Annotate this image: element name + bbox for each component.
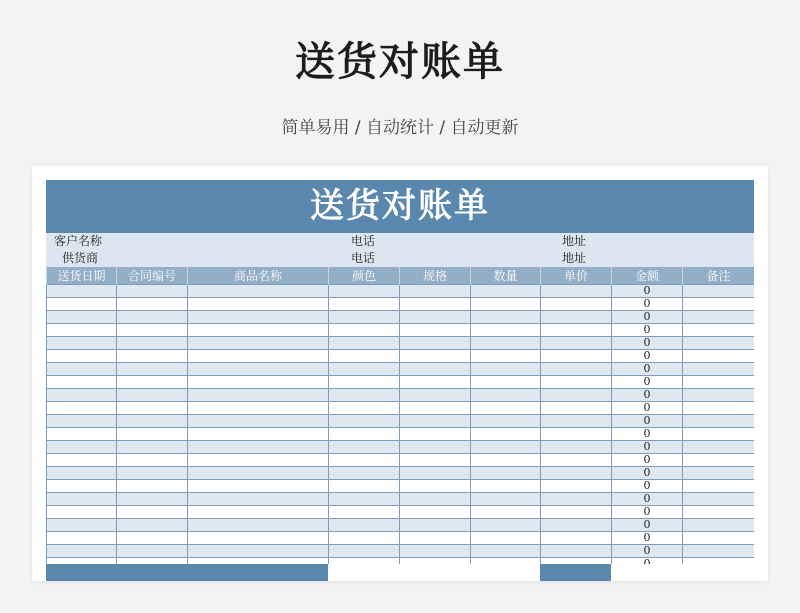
table-cell[interactable] (329, 389, 400, 402)
table-cell[interactable] (117, 545, 188, 558)
column-header[interactable]: 商品名称 (188, 267, 329, 285)
table-cell[interactable] (541, 402, 612, 415)
footer-summary-cell[interactable] (46, 564, 328, 581)
table-cell[interactable] (329, 298, 400, 311)
table-cell[interactable] (683, 298, 755, 311)
amount-cell[interactable]: 0 (612, 454, 683, 467)
table-cell[interactable] (188, 363, 329, 376)
table-row (47, 298, 755, 311)
table-cell[interactable] (683, 389, 755, 402)
table-row (47, 545, 755, 558)
table-cell[interactable] (47, 402, 117, 415)
table-cell[interactable] (329, 337, 400, 350)
table-cell[interactable] (188, 519, 329, 532)
column-header[interactable]: 送货日期 (47, 267, 117, 285)
table-cell[interactable] (541, 493, 612, 506)
table-cell[interactable] (683, 337, 755, 350)
footer-row (46, 564, 754, 581)
address-label-1: 地址 (562, 234, 587, 248)
table-row (47, 467, 755, 480)
table-cell[interactable] (541, 337, 612, 350)
table-cell[interactable] (471, 298, 541, 311)
table-cell[interactable] (47, 493, 117, 506)
table-cell[interactable] (541, 545, 612, 558)
table-row (47, 350, 755, 363)
table-cell[interactable] (329, 454, 400, 467)
table-row (47, 415, 755, 428)
table-row (47, 376, 755, 389)
amount-cell[interactable]: 0 (612, 415, 683, 428)
table-cell[interactable] (541, 480, 612, 493)
table-cell[interactable] (541, 285, 612, 298)
table-cell[interactable] (400, 441, 471, 454)
table-row (47, 363, 755, 376)
table-cell[interactable] (117, 493, 188, 506)
table-cell[interactable] (47, 389, 117, 402)
table-cell[interactable] (541, 532, 612, 545)
footer-total-cell[interactable] (540, 564, 611, 581)
table-cell[interactable] (541, 441, 612, 454)
table-cell[interactable] (47, 337, 117, 350)
amount-cell[interactable]: 0 (612, 285, 683, 298)
table-cell[interactable] (329, 532, 400, 545)
table-cell[interactable] (400, 376, 471, 389)
table-cell[interactable] (471, 337, 541, 350)
table-cell[interactable] (117, 428, 188, 441)
amount-cell[interactable]: 0 (612, 402, 683, 415)
table-cell[interactable] (683, 350, 755, 363)
column-header[interactable]: 颜色 (329, 267, 400, 285)
table-cell[interactable] (471, 506, 541, 519)
table-cell[interactable] (400, 324, 471, 337)
amount-cell[interactable]: 0 (612, 506, 683, 519)
table-cell[interactable] (471, 415, 541, 428)
table-cell[interactable] (400, 519, 471, 532)
table-cell[interactable] (683, 415, 755, 428)
delivery-table (46, 267, 754, 571)
table-cell[interactable] (683, 454, 755, 467)
table-cell[interactable] (400, 389, 471, 402)
page-subtitle: 简单易用 / 自动统计 / 自动更新 (281, 118, 519, 138)
table-cell[interactable] (47, 350, 117, 363)
table-cell[interactable] (47, 376, 117, 389)
customer-name-label: 客户名称 (54, 234, 103, 248)
amount-cell[interactable]: 0 (612, 324, 683, 337)
table-cell[interactable] (541, 311, 612, 324)
amount-cell[interactable]: 0 (612, 532, 683, 545)
table-cell[interactable] (541, 324, 612, 337)
table-cell[interactable] (117, 363, 188, 376)
table-cell[interactable] (188, 441, 329, 454)
spreadsheet (46, 180, 754, 581)
table-cell[interactable] (400, 467, 471, 480)
table-cell[interactable] (117, 376, 188, 389)
table-cell[interactable] (471, 363, 541, 376)
table-row (47, 311, 755, 324)
table-cell[interactable] (400, 454, 471, 467)
table-cell[interactable] (541, 389, 612, 402)
table-cell[interactable] (329, 428, 400, 441)
table-cell[interactable] (329, 519, 400, 532)
amount-cell[interactable]: 0 (612, 376, 683, 389)
table-cell[interactable] (683, 376, 755, 389)
table-cell[interactable] (329, 402, 400, 415)
table-row (47, 506, 755, 519)
table-cell[interactable] (188, 545, 329, 558)
table-cell[interactable] (47, 415, 117, 428)
table-cell[interactable] (117, 519, 188, 532)
table-cell[interactable] (188, 532, 329, 545)
table-cell[interactable] (329, 363, 400, 376)
table-cell[interactable] (47, 428, 117, 441)
table-cell[interactable] (47, 298, 117, 311)
table-cell[interactable] (117, 454, 188, 467)
table-cell[interactable] (541, 415, 612, 428)
table-cell[interactable] (400, 402, 471, 415)
table-cell[interactable] (683, 480, 755, 493)
table-cell[interactable] (683, 532, 755, 545)
table-cell[interactable] (329, 285, 400, 298)
table-cell[interactable] (329, 311, 400, 324)
table-cell[interactable] (471, 324, 541, 337)
table-cell[interactable] (47, 324, 117, 337)
table-cell[interactable] (329, 506, 400, 519)
column-header[interactable]: 金额 (612, 267, 683, 285)
table-cell[interactable] (47, 506, 117, 519)
table-cell[interactable] (47, 532, 117, 545)
amount-cell[interactable]: 0 (612, 337, 683, 350)
table-cell[interactable] (188, 324, 329, 337)
table-cell[interactable] (683, 402, 755, 415)
table-cell[interactable] (188, 337, 329, 350)
table-cell[interactable] (471, 480, 541, 493)
table-cell[interactable] (471, 389, 541, 402)
page-title: 送货对账单 (295, 39, 505, 85)
table-cell[interactable] (117, 415, 188, 428)
table-cell[interactable] (683, 493, 755, 506)
phone-label-2: 电话 (351, 251, 376, 265)
amount-cell[interactable]: 0 (612, 467, 683, 480)
table-cell[interactable] (188, 506, 329, 519)
column-header[interactable]: 数量 (471, 267, 541, 285)
table-cell[interactable] (471, 545, 541, 558)
table-cell[interactable] (117, 506, 188, 519)
table-cell[interactable] (683, 519, 755, 532)
sheet-title-banner: 送货对账单 (46, 180, 754, 233)
table-cell[interactable] (400, 545, 471, 558)
table-cell[interactable] (188, 402, 329, 415)
table-cell[interactable] (471, 493, 541, 506)
table-row (47, 389, 755, 402)
table-cell[interactable] (117, 402, 188, 415)
amount-cell[interactable]: 0 (612, 389, 683, 402)
table-row (47, 285, 755, 298)
table-cell[interactable] (47, 454, 117, 467)
table-body (47, 285, 755, 571)
table-cell[interactable] (400, 415, 471, 428)
table-cell[interactable] (329, 350, 400, 363)
table-cell[interactable] (47, 480, 117, 493)
table-cell[interactable] (188, 415, 329, 428)
table-cell[interactable] (47, 363, 117, 376)
table-cell[interactable] (400, 350, 471, 363)
table-cell[interactable] (400, 311, 471, 324)
table-cell[interactable] (188, 298, 329, 311)
table-cell[interactable] (400, 428, 471, 441)
table-cell[interactable] (188, 389, 329, 402)
table-cell[interactable] (471, 376, 541, 389)
table-cell[interactable] (683, 311, 755, 324)
table-cell[interactable] (400, 285, 471, 298)
table-cell[interactable] (188, 493, 329, 506)
table-cell[interactable] (47, 441, 117, 454)
table-cell[interactable] (117, 311, 188, 324)
table-cell[interactable] (329, 324, 400, 337)
table-cell[interactable] (117, 350, 188, 363)
table-cell[interactable] (471, 467, 541, 480)
table-cell[interactable] (541, 350, 612, 363)
table-cell[interactable] (188, 376, 329, 389)
amount-cell[interactable]: 0 (612, 480, 683, 493)
amount-cell[interactable]: 0 (612, 545, 683, 558)
column-header[interactable]: 规格 (400, 267, 471, 285)
table-cell[interactable] (471, 428, 541, 441)
table-cell[interactable] (541, 454, 612, 467)
table-cell[interactable] (541, 506, 612, 519)
table-cell[interactable] (541, 363, 612, 376)
table-cell[interactable] (541, 519, 612, 532)
table-cell[interactable] (47, 545, 117, 558)
table-cell[interactable] (683, 324, 755, 337)
table-row (47, 402, 755, 415)
table-cell[interactable] (541, 298, 612, 311)
table-cell[interactable] (683, 428, 755, 441)
table-cell[interactable] (329, 545, 400, 558)
amount-cell[interactable]: 0 (612, 298, 683, 311)
table-cell[interactable] (471, 454, 541, 467)
table-cell[interactable] (117, 285, 188, 298)
table-cell[interactable] (188, 467, 329, 480)
table-cell[interactable] (471, 532, 541, 545)
table-cell[interactable] (117, 337, 188, 350)
table-cell[interactable] (188, 480, 329, 493)
column-header[interactable]: 合同编号 (117, 267, 188, 285)
table-cell[interactable] (117, 467, 188, 480)
table-cell[interactable] (471, 519, 541, 532)
amount-cell[interactable]: 0 (612, 519, 683, 532)
table-cell[interactable] (117, 480, 188, 493)
table-cell[interactable] (47, 519, 117, 532)
table-cell[interactable] (400, 532, 471, 545)
amount-cell[interactable]: 0 (612, 428, 683, 441)
table-header-row (47, 267, 755, 285)
address-label-2: 地址 (562, 251, 587, 265)
table-cell[interactable] (400, 506, 471, 519)
table-cell[interactable] (471, 402, 541, 415)
table-cell[interactable] (188, 428, 329, 441)
table-cell[interactable] (329, 480, 400, 493)
info-block (46, 233, 754, 267)
table-cell[interactable] (329, 441, 400, 454)
table-cell[interactable] (117, 324, 188, 337)
table-cell[interactable] (117, 298, 188, 311)
amount-cell[interactable]: 0 (612, 493, 683, 506)
table-cell[interactable] (400, 363, 471, 376)
table-cell[interactable] (188, 311, 329, 324)
table-cell[interactable] (400, 298, 471, 311)
supplier-label: 供货商 (62, 251, 99, 265)
table-cell[interactable] (400, 480, 471, 493)
table-cell[interactable] (471, 285, 541, 298)
table-cell[interactable] (117, 532, 188, 545)
table-cell[interactable] (541, 376, 612, 389)
table-row (47, 428, 755, 441)
spreadsheet-card (32, 166, 768, 581)
table-cell[interactable] (683, 506, 755, 519)
table-cell[interactable] (47, 467, 117, 480)
table-row (47, 324, 755, 337)
phone-label-1: 电话 (351, 234, 376, 248)
amount-cell[interactable]: 0 (612, 311, 683, 324)
table-row (47, 441, 755, 454)
column-header[interactable]: 备注 (683, 267, 755, 285)
amount-cell[interactable]: 0 (612, 363, 683, 376)
table-cell[interactable] (47, 285, 117, 298)
table-cell[interactable] (541, 428, 612, 441)
table-row (47, 480, 755, 493)
table-cell[interactable] (541, 467, 612, 480)
table-cell[interactable] (471, 311, 541, 324)
table-cell[interactable] (329, 493, 400, 506)
table-cell[interactable] (683, 441, 755, 454)
table-row (47, 454, 755, 467)
table-row (47, 337, 755, 350)
table-cell[interactable] (188, 350, 329, 363)
table-cell[interactable] (47, 311, 117, 324)
table-cell[interactable] (329, 415, 400, 428)
table-cell[interactable] (329, 376, 400, 389)
table-cell[interactable] (117, 441, 188, 454)
table-cell[interactable] (400, 337, 471, 350)
table-cell[interactable] (188, 285, 329, 298)
table-cell[interactable] (329, 467, 400, 480)
table-row (47, 493, 755, 506)
table-row (47, 532, 755, 545)
table-cell[interactable] (683, 363, 755, 376)
table-cell[interactable] (471, 441, 541, 454)
table-cell[interactable] (188, 454, 329, 467)
table-cell[interactable] (683, 467, 755, 480)
amount-cell[interactable]: 0 (612, 441, 683, 454)
table-cell[interactable] (471, 350, 541, 363)
table-cell[interactable] (117, 389, 188, 402)
table-row (47, 519, 755, 532)
table-cell[interactable] (683, 545, 755, 558)
table-cell[interactable] (683, 285, 755, 298)
amount-cell[interactable]: 0 (612, 350, 683, 363)
table-cell[interactable] (400, 493, 471, 506)
column-header[interactable]: 单价 (541, 267, 612, 285)
